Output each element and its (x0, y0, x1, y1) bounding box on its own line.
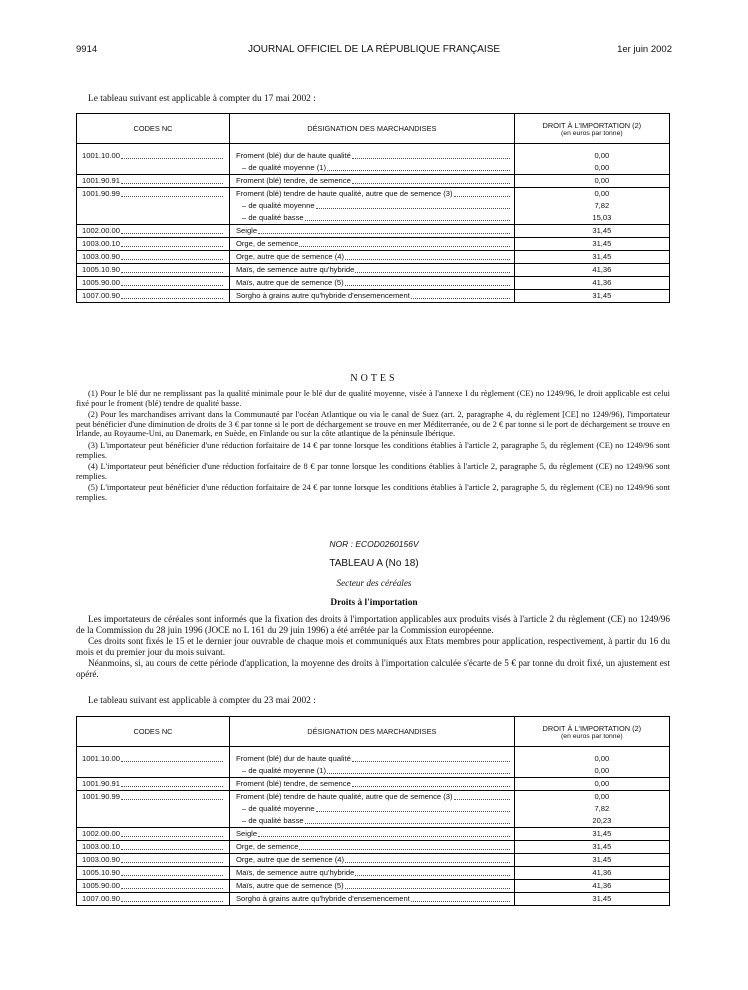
duty-value: 7,82 (594, 804, 610, 813)
col-header-codes: CODES NC (77, 717, 230, 747)
code-cell (77, 867, 230, 880)
dot-leader (121, 195, 223, 197)
designation-cell (229, 150, 514, 175)
dot-leader (299, 245, 509, 247)
table-row (77, 867, 670, 880)
nc-code: 1003.00.90 (82, 855, 121, 864)
secteur-title: Secteur des céréales (336, 578, 412, 588)
dot-leader (327, 772, 510, 774)
designation-text: Sorgho à grains autre qu'hybride d'ensemencement (235, 291, 410, 300)
note-2: (2) Pour les marchandises arrivant dans la Communauté par l'océan Atlantique ou via le canal de Suez (art. 2, paragraphe 4, du règlement [CE] no 1249/96), l'importateur peut bénéficier d'une diminution de droits de 3 € par tonne si le port de déchargement se trouve en mer Méditerranée, ou de 2 € par tonne si le port de déchargement se trouve en Irlande, au Royaume-Uni, au Danemark, en Suède, en Finlande ou sur la côte atlantique de la péninsule Ibérique. (76, 410, 670, 439)
note-1: (1) Pour le blé dur ne remplissant pas la qualité minimale pour le blé dur de qualité moyenne, visée à l'annexe I du règlement (CE) no 1249/96, le droit applicable est celui fixé pour le froment (blé) tendre de qualité basse. (76, 389, 670, 408)
designation-text: – de qualité moyenne (1) (241, 766, 326, 775)
code-line (77, 753, 229, 765)
code-cell (77, 290, 230, 303)
intro-table-1: Le tableau suivant est applicable à compter du 17 mai 2002 : (88, 94, 316, 104)
designation-cell (229, 841, 514, 854)
duty-cell (514, 290, 669, 303)
dot-leader (121, 232, 223, 234)
dot-leader (345, 861, 510, 863)
designation-text: Seigle (235, 226, 258, 235)
code-line (77, 264, 229, 276)
dot-leader (345, 887, 510, 889)
duty-cell (514, 225, 669, 238)
table-row (77, 753, 670, 778)
designation-line (230, 803, 514, 815)
table-row (77, 277, 670, 290)
dot-leader (352, 785, 510, 787)
table-row (77, 778, 670, 791)
duty-cell (514, 791, 669, 828)
duty-cell (514, 175, 669, 188)
designation-text: Froment (blé) tendre, de semence (235, 779, 351, 788)
designation-text: Froment (blé) tendre de haute qualité, autre que de semence (3) (235, 189, 453, 198)
dot-leader (121, 760, 223, 762)
designation-line (230, 277, 514, 289)
col-header-droit-label: DROIT À L'IMPORTATION (2) (542, 120, 642, 130)
nor-reference: NOR : ECOD0260156V (329, 539, 419, 549)
duty-value: 31,45 (592, 842, 612, 851)
duty-value: 0,00 (594, 176, 610, 185)
designation-text: Seigle (235, 829, 258, 838)
designation-line (230, 175, 514, 187)
code-line (77, 828, 229, 840)
table-row (77, 150, 670, 175)
table-row (77, 841, 670, 854)
note-3: (3) L'importateur peut bénéficier d'une réduction forfaitaire de 14 € par tonne lorsque les conditions établies à l'article 2, paragraphe 5, du règlement (CE) no 1249/96 sont remplies. (76, 440, 670, 460)
designation-text: Froment (blé) tendre, de semence (235, 176, 351, 185)
col-header-droit (514, 717, 669, 747)
duty-cell (514, 854, 669, 867)
designation-text: – de qualité moyenne (1) (241, 163, 326, 172)
dot-leader (352, 760, 510, 762)
code-line (77, 188, 229, 200)
paragraph-2: Ces droits sont fixés le 15 et le dernier jour ouvrable de chaque mois et communiqués aux Etats membres pour application, respectivement, à partir du 16 du mois et du premier jour du mois suivant. (76, 636, 670, 657)
dot-leader (352, 157, 510, 159)
table-row (77, 893, 670, 906)
dot-leader (121, 861, 223, 863)
designation-line (230, 162, 514, 174)
duty-value: 41,36 (592, 265, 612, 274)
code-line (77, 867, 229, 879)
designation-line (230, 893, 514, 905)
import-duties-table-1 (76, 113, 670, 303)
duty-value: 0,00 (594, 779, 610, 788)
duty-cell (514, 150, 669, 175)
table-row (77, 880, 670, 893)
code-line (77, 251, 229, 263)
duty-value: 31,45 (592, 239, 612, 248)
designation-text: Maïs, autre que de semence (5) (235, 278, 344, 287)
nc-code: 1001.90.99 (82, 189, 121, 198)
code-cell (77, 225, 230, 238)
designation-line (230, 238, 514, 250)
code-cell (77, 893, 230, 906)
tableau-title: TABLEAU A (No 18) (329, 558, 419, 569)
page-number: 9914 (76, 44, 98, 55)
designation-text: Orge, de semence (235, 239, 299, 248)
designation-cell (229, 828, 514, 841)
dot-leader (411, 900, 510, 902)
dot-leader (258, 835, 510, 837)
designation-line (230, 251, 514, 263)
table-row (77, 264, 670, 277)
duty-value: 0,00 (594, 766, 610, 775)
dot-leader (345, 258, 510, 260)
nc-code: 1003.00.10 (82, 239, 121, 248)
dot-leader (352, 182, 510, 184)
code-cell (77, 188, 230, 225)
designation-line (230, 753, 514, 765)
duty-cell (514, 251, 669, 264)
nc-code: 1001.10.00 (82, 151, 121, 160)
code-line (77, 893, 229, 905)
designation-line (230, 880, 514, 892)
duty-value: 20,23 (592, 816, 612, 825)
code-cell (77, 841, 230, 854)
duty-cell (514, 277, 669, 290)
designation-cell (229, 753, 514, 778)
designation-cell (229, 251, 514, 264)
col-header-codes: CODES NC (77, 114, 230, 144)
dot-leader (121, 271, 223, 273)
dot-leader (121, 182, 223, 184)
designation-text: Maïs, de semence autre qu'hybride (235, 868, 355, 877)
designation-text: Froment (blé) tendre de haute qualité, autre que de semence (3) (235, 792, 453, 801)
duty-value: 41,36 (592, 868, 612, 877)
code-line (77, 238, 229, 250)
paragraph-1: Les importateurs de céréales sont informés que la fixation des droits à l'importation applicables aux produits visés à l'article 2 du règlement (CE) no 1249/96 de la Commission du 28 juin 1996 (JOCE no L 161 du 29 juin 1996) a été arrêtée par la Commission européenne. (76, 614, 670, 635)
designation-text: Orge, autre que de semence (4) (235, 855, 345, 864)
nc-code: 1005.90.00 (82, 278, 121, 287)
nc-code: 1003.00.90 (82, 252, 121, 261)
designation-text: Froment (blé) dur de haute qualité (235, 754, 351, 763)
col-header-designation: DÉSIGNATION DES MARCHANDISES (229, 717, 514, 747)
designation-cell (229, 778, 514, 791)
duty-value: 31,45 (592, 226, 612, 235)
designation-cell (229, 791, 514, 828)
nc-code: 1002.00.00 (82, 829, 121, 838)
nc-code: 1005.90.00 (82, 881, 121, 890)
code-cell (77, 753, 230, 778)
dot-leader (121, 284, 223, 286)
nc-code: 1001.90.91 (82, 779, 121, 788)
designation-line (230, 200, 514, 212)
code-cell (77, 880, 230, 893)
designation-line (230, 828, 514, 840)
journal-title: JOURNAL OFFICIEL DE LA RÉPUBLIQUE FRANÇAISE (247, 44, 501, 55)
dot-leader (345, 284, 510, 286)
table-row (77, 791, 670, 828)
designation-cell (229, 880, 514, 893)
col-header-droit-unit: (en euros par tonne) (561, 732, 623, 740)
dot-leader (121, 887, 223, 889)
designation-line (230, 212, 514, 224)
designation-line (230, 290, 514, 302)
col-header-designation: DÉSIGNATION DES MARCHANDISES (229, 114, 514, 144)
duty-value: 0,00 (594, 163, 610, 172)
duty-value: 31,45 (592, 829, 612, 838)
dot-leader (316, 207, 510, 209)
designation-line (230, 765, 514, 777)
designation-text: – de qualité basse (241, 213, 304, 222)
dot-leader (121, 297, 223, 299)
dot-leader (411, 297, 510, 299)
designation-text: – de qualité basse (241, 816, 304, 825)
dot-leader (121, 157, 223, 159)
dot-leader (121, 874, 223, 876)
designation-text: Sorgho à grains autre qu'hybride d'ensemencement (235, 894, 410, 903)
designation-text: – de qualité moyenne (241, 201, 315, 210)
notes-title: NOTES (350, 373, 398, 384)
table-row (77, 251, 670, 264)
code-line (77, 225, 229, 237)
designation-line (230, 791, 514, 803)
duty-value: 31,45 (592, 894, 612, 903)
code-line (77, 880, 229, 892)
notes (76, 389, 670, 505)
nc-code: 1001.90.91 (82, 176, 121, 185)
droits-heading: Droits à l'importation (330, 598, 418, 608)
designation-text: Froment (blé) dur de haute qualité (235, 151, 351, 160)
col-header-droit-label: DROIT À L'IMPORTATION (2) (542, 723, 642, 733)
designation-text: Orge, de semence (235, 842, 299, 851)
code-line (77, 290, 229, 302)
code-line (77, 150, 229, 162)
duty-value: 41,36 (592, 278, 612, 287)
duty-cell (514, 753, 669, 778)
designation-text: – de qualité moyenne (241, 804, 315, 813)
table-row (77, 238, 670, 251)
duty-cell (514, 264, 669, 277)
nc-code: 1007.00.90 (82, 894, 121, 903)
code-cell (77, 264, 230, 277)
dot-leader (355, 271, 509, 273)
designation-line (230, 815, 514, 827)
code-line (77, 277, 229, 289)
designation-cell (229, 867, 514, 880)
dot-leader (305, 822, 510, 824)
code-cell (77, 778, 230, 791)
dot-leader (305, 219, 510, 221)
dot-leader (121, 258, 223, 260)
dot-leader (121, 848, 223, 850)
dot-leader (258, 232, 510, 234)
duty-cell (514, 778, 669, 791)
dot-leader (121, 798, 223, 800)
nc-code: 1007.00.90 (82, 291, 121, 300)
designation-text: Maïs, de semence autre qu'hybride (235, 265, 355, 274)
code-line (77, 854, 229, 866)
table-row (77, 290, 670, 303)
designation-cell (229, 277, 514, 290)
dot-leader (316, 810, 510, 812)
dot-leader (121, 835, 223, 837)
duty-value: 31,45 (592, 855, 612, 864)
designation-line (230, 264, 514, 276)
note-4: (4) L'importateur peut bénéficier d'une réduction forfaitaire de 8 € par tonne lorsque les conditions établies à l'article 2, paragraphe 5, du règlement (CE) no 1249/96 sont remplies. (76, 462, 670, 481)
code-cell (77, 277, 230, 290)
code-line (77, 791, 229, 803)
duty-cell (514, 893, 669, 906)
code-cell (77, 854, 230, 867)
duty-value: 7,82 (594, 201, 610, 210)
designation-line (230, 225, 514, 237)
code-line (77, 175, 229, 187)
duty-cell (514, 188, 669, 225)
code-line (77, 841, 229, 853)
col-header-droit-unit: (en euros par tonne) (561, 129, 623, 137)
duty-value: 31,45 (592, 252, 612, 261)
code-cell (77, 175, 230, 188)
dot-leader (299, 848, 509, 850)
dot-leader (121, 785, 223, 787)
code-cell (77, 238, 230, 251)
designation-cell (229, 238, 514, 251)
col-header-droit (514, 114, 669, 144)
duty-value: 0,00 (594, 754, 610, 763)
designation-cell (229, 225, 514, 238)
import-duties-table-2 (76, 716, 670, 906)
note-5: (5) L'importateur peut bénéficier d'une réduction forfaitaire de 24 € par tonne lorsque les conditions établies à l'article 2, paragraphe 5, du règlement (CE) no 1249/96 sont remplies. (76, 483, 670, 502)
table-row (77, 188, 670, 225)
nc-code: 1003.00.10 (82, 842, 121, 851)
dot-leader (454, 195, 510, 197)
code-line (77, 778, 229, 790)
table-row (77, 854, 670, 867)
designation-line (230, 188, 514, 200)
designation-cell (229, 854, 514, 867)
duty-cell (514, 880, 669, 893)
nc-code: 1001.90.99 (82, 792, 121, 801)
duty-cell (514, 867, 669, 880)
dot-leader (327, 169, 510, 171)
duty-value: 0,00 (594, 151, 610, 160)
designation-line (230, 778, 514, 790)
designation-cell (229, 264, 514, 277)
duty-value: 0,00 (594, 792, 610, 801)
dot-leader (121, 245, 223, 247)
designation-text: Maïs, autre que de semence (5) (235, 881, 344, 890)
table-row (77, 828, 670, 841)
designation-line (230, 150, 514, 162)
designation-cell (229, 893, 514, 906)
duty-value: 0,00 (594, 189, 610, 198)
duty-cell (514, 841, 669, 854)
table-row (77, 225, 670, 238)
duty-value: 31,45 (592, 291, 612, 300)
body-text (76, 614, 670, 681)
dot-leader (454, 798, 510, 800)
duty-value: 15,03 (592, 213, 612, 222)
duty-cell (514, 238, 669, 251)
issue-date: 1er juin 2002 (617, 44, 672, 55)
paragraph-3: Néanmoins, si, au cours de cette période d'application, la moyenne des droits à l'importation calculée s'écarte de 5 € par tonne du droit fixé, un ajustement est opéré. (76, 658, 670, 679)
dot-leader (355, 874, 509, 876)
duty-cell (514, 828, 669, 841)
designation-cell (229, 290, 514, 303)
designation-text: Orge, autre que de semence (4) (235, 252, 345, 261)
nc-code: 1005.10.90 (82, 265, 121, 274)
designation-line (230, 841, 514, 853)
duty-value: 41,36 (592, 881, 612, 890)
designation-line (230, 867, 514, 879)
designation-cell (229, 188, 514, 225)
dot-leader (121, 900, 223, 902)
code-cell (77, 828, 230, 841)
table-row (77, 175, 670, 188)
designation-cell (229, 175, 514, 188)
code-cell (77, 791, 230, 828)
nc-code: 1005.10.90 (82, 868, 121, 877)
designation-line (230, 854, 514, 866)
intro-table-2: Le tableau suivant est applicable à compter du 23 mai 2002 : (88, 696, 316, 706)
code-cell (77, 251, 230, 264)
code-cell (77, 150, 230, 175)
nc-code: 1002.00.00 (82, 226, 121, 235)
nc-code: 1001.10.00 (82, 754, 121, 763)
